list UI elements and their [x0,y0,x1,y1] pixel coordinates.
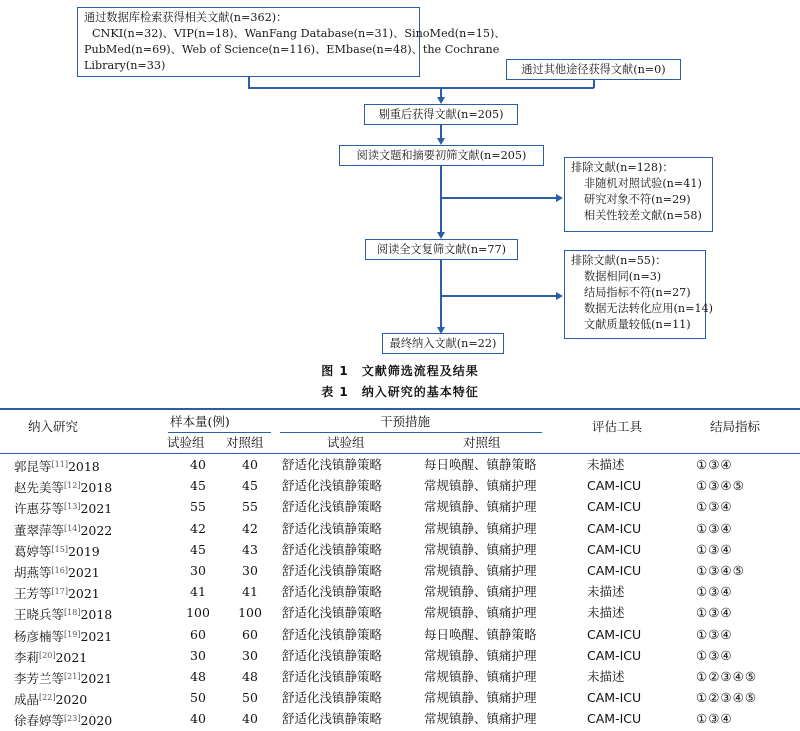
control-intervention-cell: 常规镇静、镇痛护理 [424,499,537,515]
header-sample-size: 样本量(例) [170,414,230,429]
trial-intervention-cell: 舒适化浅镇静策略 [282,457,383,472]
citation-ref[interactable]: [21] [64,672,81,681]
study-author: 李莉 [14,649,40,665]
outcome-cell: ①②③④⑤ [696,690,758,706]
trial-intervention-cell: 舒适化浅镇静策略 [282,647,383,663]
table-row [0,602,800,623]
header-trial-group: 试验组 [167,435,205,450]
connector [440,166,442,233]
final-included-label: 最终纳入文献(n=22) [389,337,497,350]
control-n-cell: 45 [242,478,258,494]
arrow-right [556,194,563,202]
exclusion-box-1 [564,157,713,232]
study-author: 赵先美等 [14,480,65,496]
other-sources-box [506,59,681,80]
table-row [0,560,800,581]
outcome-cell: ①③④ [696,520,733,536]
control-intervention-cell: 常规镇静、镇痛护理 [424,647,537,663]
header-outcome: 结局指标 [710,419,761,434]
table-row [0,496,800,517]
exclusion-2-title: 排除文献(n=55)： [571,254,667,267]
fulltext-screen-box [365,239,518,260]
trial-n-cell: 30 [190,647,206,663]
trial-n-cell: 45 [190,478,206,494]
control-intervention-cell: 常规镇静、镇痛护理 [424,520,537,536]
table-row [0,624,800,645]
control-intervention-cell: 常规镇静、镇痛护理 [424,605,537,621]
trial-intervention-cell: 舒适化浅镇静策略 [282,605,383,621]
citation-ref[interactable]: [22] [39,693,56,703]
table-row [0,666,800,687]
final-included-box [382,333,504,354]
header-study: 纳入研究 [28,419,79,434]
arrow-right [556,292,563,300]
trial-n-cell: 42 [190,520,206,536]
control-intervention-cell: 常规镇静、镇痛护理 [424,711,537,727]
study-year: 2021 [80,501,113,517]
study-cell [14,624,112,645]
citation-ref[interactable]: [18] [64,608,81,618]
exclusion-2-item: 数据相同(n=3) [584,270,662,283]
control-n-cell: 60 [242,626,258,642]
study-author: 杨彦楠等 [14,628,65,644]
trial-n-cell: 55 [190,499,206,515]
control-n-cell: 43 [242,541,258,557]
outcome-cell: ①③④⑤ [696,563,745,578]
db-search-title: 通过数据库检索获得相关文献(n=362)： [84,11,288,24]
table-row [0,687,800,708]
trial-n-cell: 50 [190,690,206,706]
assessment-tool-cell: CAM-ICU [587,478,642,494]
outcome-cell: ①③④ [696,499,733,515]
citation-ref[interactable]: [11] [51,460,68,469]
trial-n-cell: 41 [190,584,206,600]
study-year: 2021 [67,586,100,602]
control-n-cell: 100 [238,605,262,621]
exclusion-2-item: 文献质量较低(n=11) [584,318,691,331]
assessment-tool-cell: 未描述 [587,584,625,600]
table-caption: 表 1 纳入研究的基本特征 [321,385,479,399]
control-n-cell: 50 [242,690,258,706]
connector [440,260,442,328]
connector [441,197,557,199]
trial-n-cell: 60 [190,626,206,642]
table-row [0,518,800,539]
assessment-tool-cell: CAM-ICU [587,711,642,727]
dedup-label: 剔重后获得文献(n=205) [378,108,504,121]
study-year: 2018 [80,480,113,496]
outcome-cell: ①③④ [696,584,733,600]
control-intervention-cell: 常规镇静、镇痛护理 [424,563,537,578]
control-n-cell: 48 [242,669,258,684]
control-intervention-cell: 常规镇静、镇痛护理 [424,541,537,557]
study-author: 董翠萍等 [14,522,65,538]
control-intervention-cell: 每日唤醒、镇静策略 [424,626,537,642]
trial-intervention-cell: 舒适化浅镇静策略 [282,584,383,600]
study-cell [14,560,100,581]
trial-n-cell: 30 [190,563,206,578]
study-cell [14,475,112,496]
control-intervention-cell: 常规镇静、镇痛护理 [424,669,537,684]
table-row [0,475,800,496]
citation-ref[interactable]: [17] [51,587,68,597]
assessment-tool-cell: CAM-ICU [587,690,642,706]
table-header-row-2 [0,433,800,452]
control-intervention-cell: 常规镇静、镇痛护理 [424,584,537,600]
study-year: 2018 [80,607,113,623]
study-cell [14,496,112,517]
fulltext-screen-label: 阅读全文复筛文献(n=77) [376,243,507,256]
exclusion-1-item: 相关性较差文献(n=58) [584,209,702,222]
study-year: 2019 [67,543,100,559]
assessment-tool-cell: 未描述 [587,605,625,621]
title-abstract-screen-box [339,145,544,166]
study-author: 许惠芬等 [14,501,65,517]
outcome-cell: ①③④ [696,605,733,621]
control-intervention-cell: 每日唤醒、镇静策略 [424,457,537,472]
db-search-line2: CNKI(n=32)、VIP(n=18)、WanFang Database(n=31)、SinoMed(n=15)、 [92,27,506,40]
assessment-tool-cell: CAM-ICU [587,520,642,536]
table-row [0,454,800,475]
outcome-cell: ①③④ [696,457,733,472]
arrow-down [437,232,445,239]
study-author: 成晶 [14,692,40,708]
study-author: 葛婷等 [14,543,52,559]
table-row [0,645,800,666]
exclusion-1-item: 非随机对照试验(n=41) [584,177,702,190]
outcome-cell: ①③④⑤ [696,478,745,494]
study-year: 2020 [80,713,113,729]
assessment-tool-cell: 未描述 [587,669,625,684]
trial-n-cell: 40 [190,457,206,472]
study-year: 2022 [80,522,113,538]
assessment-tool-cell: CAM-ICU [587,563,642,578]
table-top-rule [0,408,800,410]
outcome-cell: ①③④ [696,541,733,557]
control-n-cell: 30 [242,563,258,578]
trial-intervention-cell: 舒适化浅镇静策略 [282,499,383,515]
citation-ref[interactable]: [19] [64,629,81,639]
study-author: 李芳兰等 [14,671,65,686]
db-search-line4: Library(n=33) [84,59,166,72]
trial-intervention-cell: 舒适化浅镇静策略 [282,669,383,684]
assessment-tool-cell: CAM-ICU [587,541,642,557]
other-sources-label: 通过其他途径获得文献(n=0) [521,63,666,76]
connector [248,87,594,89]
trial-intervention-cell: 舒适化浅镇静策略 [282,626,383,642]
study-year: 2021 [67,565,100,580]
trial-n-cell: 40 [190,711,206,727]
outcome-cell: ①③④ [696,711,733,727]
trial-n-cell: 48 [190,669,206,684]
citation-ref[interactable]: [15] [51,544,68,554]
study-cell [14,518,112,539]
control-intervention-cell: 常规镇静、镇痛护理 [424,478,537,494]
connector [440,125,442,139]
arrow-down [437,138,445,145]
trial-intervention-cell: 舒适化浅镇静策略 [282,520,383,536]
exclusion-2-item: 结局指标不符(n=27) [584,286,691,299]
exclusion-box-2 [564,250,714,339]
connector [441,295,557,297]
citation-ref[interactable]: [12] [64,481,81,491]
assessment-tool-cell: CAM-ICU [587,626,642,642]
outcome-cell: ①②③④⑤ [696,669,758,684]
header-int-trial: 试验组 [327,435,365,450]
db-search-line3: PubMed(n=69)、Web of Science(n=116)、EMbase(n=48)、the Cochrane [84,43,500,56]
trial-n-cell: 45 [190,541,206,557]
study-year: 2021 [80,628,113,644]
control-n-cell: 41 [242,584,258,600]
study-cell [14,687,87,708]
header-intervention: 干预措施 [380,414,431,429]
study-cell [14,539,100,560]
title-abstract-screen-label: 阅读文题和摘要初筛文献(n=205) [356,149,527,162]
trial-n-cell: 100 [186,605,210,621]
study-cell [14,708,112,729]
control-n-cell: 40 [242,457,258,472]
study-year: 2021 [80,671,113,686]
trial-intervention-cell: 舒适化浅镇静策略 [282,690,383,706]
control-intervention-cell: 常规镇静、镇痛护理 [424,690,537,706]
control-n-cell: 55 [242,499,258,515]
header-control-group: 对照组 [226,435,264,450]
study-year: 2021 [55,649,88,665]
header-tool: 评估工具 [592,419,643,434]
figure-caption: 图 1 文献筛选流程及结果 [321,364,479,378]
study-year: 2020 [55,692,88,708]
table-row [0,581,800,602]
study-author: 徐春婷等 [14,713,65,729]
citation-ref[interactable]: [14] [64,523,81,533]
outcome-cell: ①③④ [696,626,733,642]
citation-ref[interactable]: [16] [51,566,68,575]
trial-intervention-cell: 舒适化浅镇静策略 [282,563,383,578]
study-cell [14,602,112,623]
study-cell [14,581,100,602]
study-cell [14,454,100,475]
outcome-cell: ①③④ [696,647,733,663]
table-row [0,539,800,560]
citation-ref[interactable]: [20] [39,650,56,660]
control-n-cell: 42 [242,520,258,536]
study-year: 2018 [67,459,100,474]
exclusion-1-item: 研究对象不符(n=29) [584,193,691,206]
citation-ref[interactable]: [23] [64,714,81,724]
database-search-box [77,7,506,77]
study-author: 郭昆等 [14,459,52,474]
header-int-control: 对照组 [463,435,501,450]
trial-intervention-cell: 舒适化浅镇静策略 [282,541,383,557]
dedup-box [364,104,518,125]
study-cell [14,666,112,687]
exclusion-1-title: 排除文献(n=128)： [571,161,674,174]
assessment-tool-cell: 未描述 [587,457,625,472]
trial-intervention-cell: 舒适化浅镇静策略 [282,711,383,727]
assessment-tool-cell: CAM-ICU [587,499,642,515]
control-n-cell: 30 [242,647,258,663]
study-author: 王芳等 [14,586,52,602]
assessment-tool-cell: CAM-ICU [587,647,642,663]
exclusion-2-item: 数据无法转化应用(n=14) [584,302,714,315]
citation-ref[interactable]: [13] [64,502,81,512]
arrow-down [437,97,445,104]
study-author: 王晓兵等 [14,607,65,623]
screening-flowchart [0,0,800,360]
study-cell [14,645,87,666]
study-author: 胡燕等 [14,565,52,580]
trial-intervention-cell: 舒适化浅镇静策略 [282,478,383,494]
control-n-cell: 40 [242,711,258,727]
table-row [0,708,800,729]
